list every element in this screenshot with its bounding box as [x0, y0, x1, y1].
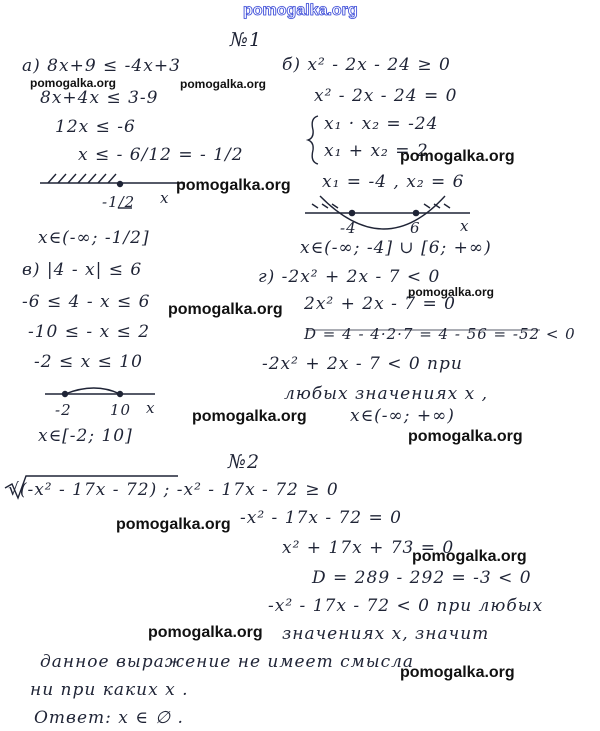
g-answer: x∈(-∞; +∞)	[350, 406, 455, 426]
v-line1: в) |4 - x| ≤ 6	[22, 260, 143, 280]
system-brace	[308, 116, 318, 164]
point-v-left	[63, 392, 68, 397]
b-answer: x∈(-∞; -4] ∪ [6; +∞)	[300, 238, 492, 258]
task2-number: №2	[228, 451, 261, 473]
v-line2: -6 ≤ 4 - x ≤ 6	[22, 292, 151, 312]
watermark: pomogalka.org	[168, 301, 283, 318]
g-line1: г) -2x² + 2x - 7 < 0	[258, 267, 441, 287]
v-answer: x∈[-2; 10]	[38, 426, 133, 446]
t2-line2: -x² - 17x - 72 = 0	[240, 508, 402, 528]
t2-line3: x² + 17x + 73 = 0	[282, 538, 455, 558]
watermark: pomogalka.org	[116, 516, 231, 533]
watermark: pomogalka.org	[180, 77, 267, 91]
point-v-right	[118, 392, 123, 397]
t2-line1: √(-x² - 17x - 72) ; -x² - 17x - 72 ≥ 0	[8, 480, 339, 500]
a-line3: 12x ≤ -6	[55, 117, 136, 137]
a-axis-var: x	[160, 189, 170, 207]
header-watermark: pomogalka.org	[243, 2, 358, 19]
t2-line6: значениях x, значит	[282, 624, 490, 644]
watermark: pomogalka.org	[400, 664, 515, 681]
b-axis-left: -4	[340, 219, 357, 237]
watermark: pomogalka.org	[30, 76, 117, 90]
v-axis-left: -2	[55, 401, 72, 419]
v-axis-right: 10	[110, 401, 132, 419]
point-b-right	[413, 210, 418, 215]
v-axis-var: x	[146, 399, 156, 417]
interval-arc-v	[65, 388, 120, 394]
t2-line5: -x² - 17x - 72 < 0 при любых	[268, 596, 544, 616]
b-line4: x₁ + x₂ = 2	[324, 141, 429, 161]
watermark: pomogalka.org	[176, 177, 291, 194]
watermark: pomogalka.org	[192, 408, 307, 425]
g-line5: любых значениях x ,	[284, 384, 489, 404]
hatching-a	[48, 174, 116, 183]
task1-number: №1	[230, 29, 263, 51]
a-line4: x ≤ - 6/12 = - 1/2	[78, 145, 244, 165]
a-answer: x∈(-∞; -1/2]	[38, 228, 150, 248]
a-line2: 8x+4x ≤ 3-9	[40, 88, 159, 108]
b-line3: x₁ · x₂ = -24	[324, 114, 439, 134]
b-axis-var: x	[460, 217, 470, 235]
t2-line8: ни при каких x .	[30, 680, 189, 700]
b-line5: x₁ = -4 , x₂ = 6	[322, 172, 465, 192]
watermark: pomogalka.org	[408, 285, 495, 299]
t2-line4: D = 289 - 292 = -3 < 0	[312, 568, 532, 588]
g-line3: D = 4 - 4·2·7 = 4 - 56 = -52 < 0	[304, 325, 576, 343]
g-line2: 2x² + 2x - 7 = 0	[304, 294, 456, 314]
watermark: pomogalka.org	[412, 548, 527, 565]
point-b-left	[349, 210, 354, 215]
v-line4: -2 ≤ x ≤ 10	[34, 352, 143, 372]
b-line1: б) x² - 2x - 24 ≥ 0	[282, 55, 451, 75]
point-a	[118, 182, 123, 187]
b-line2: x² - 2x - 24 = 0	[314, 86, 458, 106]
t2-line7: данное выражение не имеет смысла	[40, 652, 415, 672]
g-line4: -2x² + 2x - 7 < 0 при	[262, 354, 463, 374]
a-line1: а) 8x+9 ≤ -4x+3	[22, 56, 181, 76]
watermark: pomogalka.org	[148, 624, 263, 641]
watermark: pomogalka.org	[400, 148, 515, 165]
a-axis-label: -1/2	[102, 193, 136, 211]
b-axis-right: 6	[410, 219, 421, 237]
t2-answer: Ответ: x ∈ ∅ .	[34, 708, 184, 728]
v-line3: -10 ≤ - x ≤ 2	[28, 322, 151, 342]
watermark: pomogalka.org	[408, 428, 523, 445]
